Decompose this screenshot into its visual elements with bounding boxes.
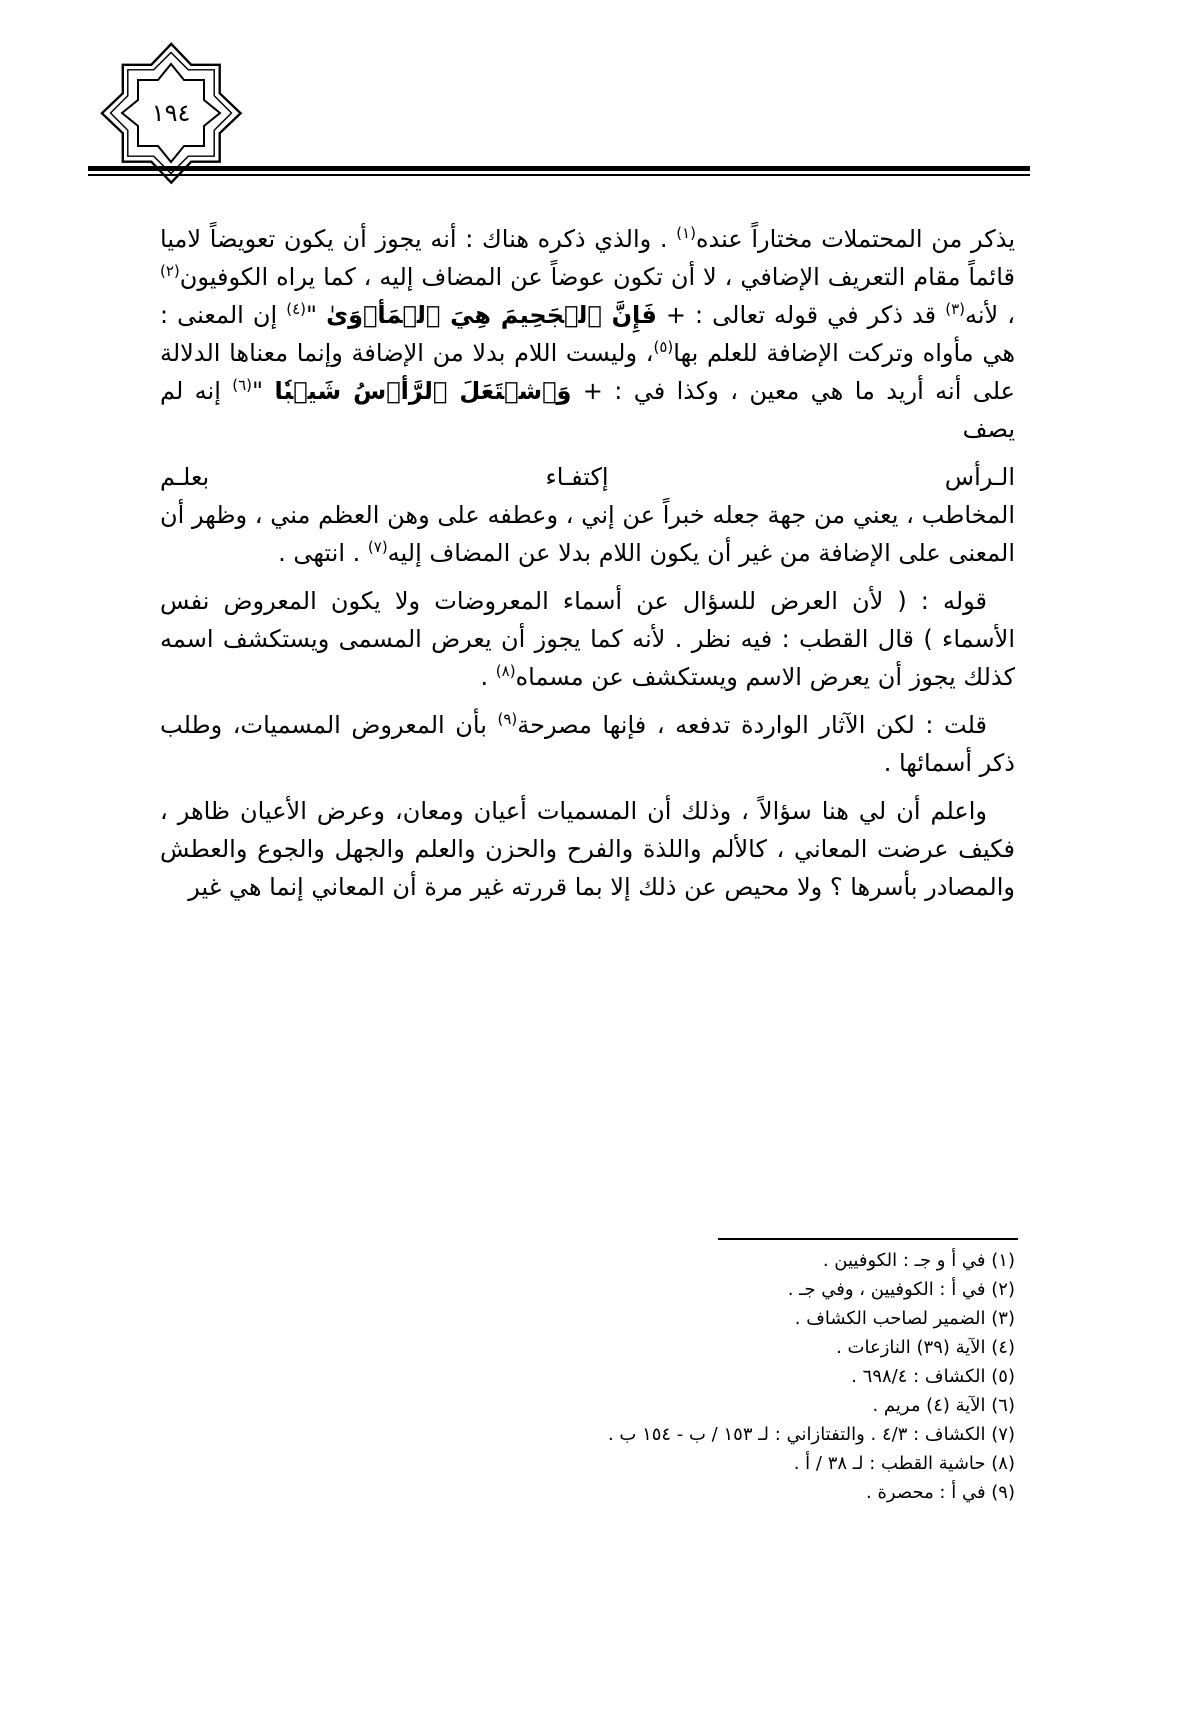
footnote: (٥) الكشاف : ٦٩٨/٤ .	[851, 1366, 1015, 1387]
footnote-ref: (٤)	[286, 300, 306, 318]
text-segment: إنه لم يصف	[160, 377, 1015, 443]
footnote-ref: (٦)	[232, 376, 253, 394]
paragraph-2	[160, 582, 1015, 696]
header-rule-thin	[88, 174, 1030, 176]
quran-verse: فَإِنَّ ٱلۡجَحِيمَ هِيَ ٱلۡمَأۡوَىٰ	[326, 301, 657, 329]
text-segment: قلت : لكن الآثار الواردة تدفعه ، فإنها مصرحة	[517, 711, 987, 739]
text-segment: قد ذكر في قوله تعالى : +	[656, 301, 946, 329]
text-segment: ، وليست اللام بدلا من الإضافة وإنما معناها الدلالة على أنه أريد ما هي معين ، وكذا في : +	[160, 339, 1016, 405]
text-segment: قوله : ( لأن العرض للسؤال عن أسماء المعروضات ولا يكون المعروض نفس الأسماء ) قال القطب : فيه نظر . لأنه كما يجوز أن يعرض المسمى ويستكشف اسمه كذلك يجوز أن يعرض الاسم ويستكشف عن مسماه	[160, 587, 1015, 691]
stretched-line	[160, 458, 1015, 496]
text-segment: بأن المعروض المسميات، وطلب ذكر أسمائها .	[160, 711, 1015, 777]
paragraph-3	[160, 706, 1015, 782]
text-segment: واعلم أن لي هنا سؤالاً ، وذلك أن المسميات أعيان ومعان، وعرض الأعيان ظاهر ، فكيف عرضت المعاني ، كالألم واللذة والفرح والحزن والعلم والجهل والجوع والعطش والمصادر بأسرها ؟ ولا محيص عن ذلك إلا بما قررته غير مرة أن المعاني إنما هي غير	[160, 797, 1015, 901]
footnote: (٩) في أ : محصرة .	[866, 1482, 1015, 1503]
footnote-ref: (٩)	[497, 710, 518, 728]
footnote: (٨) حاشية القطب : لـ ٣٨ / أ .	[793, 1453, 1015, 1474]
footnote-ref: (١)	[676, 224, 696, 242]
stretched-word: بعلـم	[160, 463, 210, 491]
footnote-separator	[718, 1238, 1018, 1240]
footnote-ref: (٨)	[495, 662, 516, 680]
page-number: ١٩٤	[151, 99, 191, 127]
main-text	[160, 220, 1015, 916]
footnote-ref: (٢)	[160, 262, 180, 280]
stretched-word: إكتفـاء	[545, 463, 609, 491]
footnotes	[160, 1246, 1015, 1507]
text-segment: "	[252, 377, 275, 405]
footnote: (٤) الآية (٣٩) النازعات .	[836, 1337, 1015, 1358]
text-segment: . انتهى .	[278, 539, 368, 567]
paragraph-1-continued	[160, 496, 1015, 572]
footnote-ref: (٥)	[653, 338, 674, 356]
text-segment: "	[305, 301, 327, 329]
text-segment: يذكر من المحتملات مختاراً عنده	[695, 225, 1016, 253]
text-segment: ، لأنه	[964, 301, 1016, 329]
footnote: (١) في أ و جـ : الكوفيين .	[822, 1250, 1015, 1271]
footnote-ref: (٧)	[367, 538, 388, 556]
paragraph-4	[160, 792, 1015, 906]
footnote: (٢) في أ : الكوفيين ، وفي جـ .	[787, 1279, 1015, 1300]
paragraph-1	[160, 220, 1015, 448]
footnote: (٦) الآية (٤) مريم .	[872, 1395, 1015, 1416]
text-segment: . والذي ذكره هناك : أنه يجوز أن يكون تعويضاً لاميا قائماً مقام التعريف الإضافي ، لا أن تكون عوضاً عن المضاف إليه ، كما يراه الكوفيون	[160, 225, 1015, 291]
text-segment: .	[480, 663, 496, 691]
footnote: (٣) الضمير لصاحب الكشاف .	[794, 1308, 1015, 1329]
header-rule	[88, 166, 1030, 171]
stretched-word: الـرأس	[944, 463, 1015, 491]
quran-verse: وَٱشۡتَعَلَ ٱلرَّأۡسُ شَيۡبٗا	[274, 377, 572, 405]
text-segment: إن المعنى : هي مأواه وتركت الإضافة للعلم بها	[160, 301, 1016, 367]
footnote-ref: (٣)	[945, 300, 965, 318]
footnote: (٧) الكشاف : ٤/٣ . والتفتازاني : لـ ١٥٣ / ب - ١٥٤ ب .	[607, 1424, 1015, 1445]
text-segment: المخاطب ، يعني من جهة جعله خبراً عن إني ، وعطفه على وهن العظم مني ، وظهر أن المعنى على الإضافة من غير أن يكون اللام بدلا عن المضاف إليه	[160, 501, 1015, 567]
